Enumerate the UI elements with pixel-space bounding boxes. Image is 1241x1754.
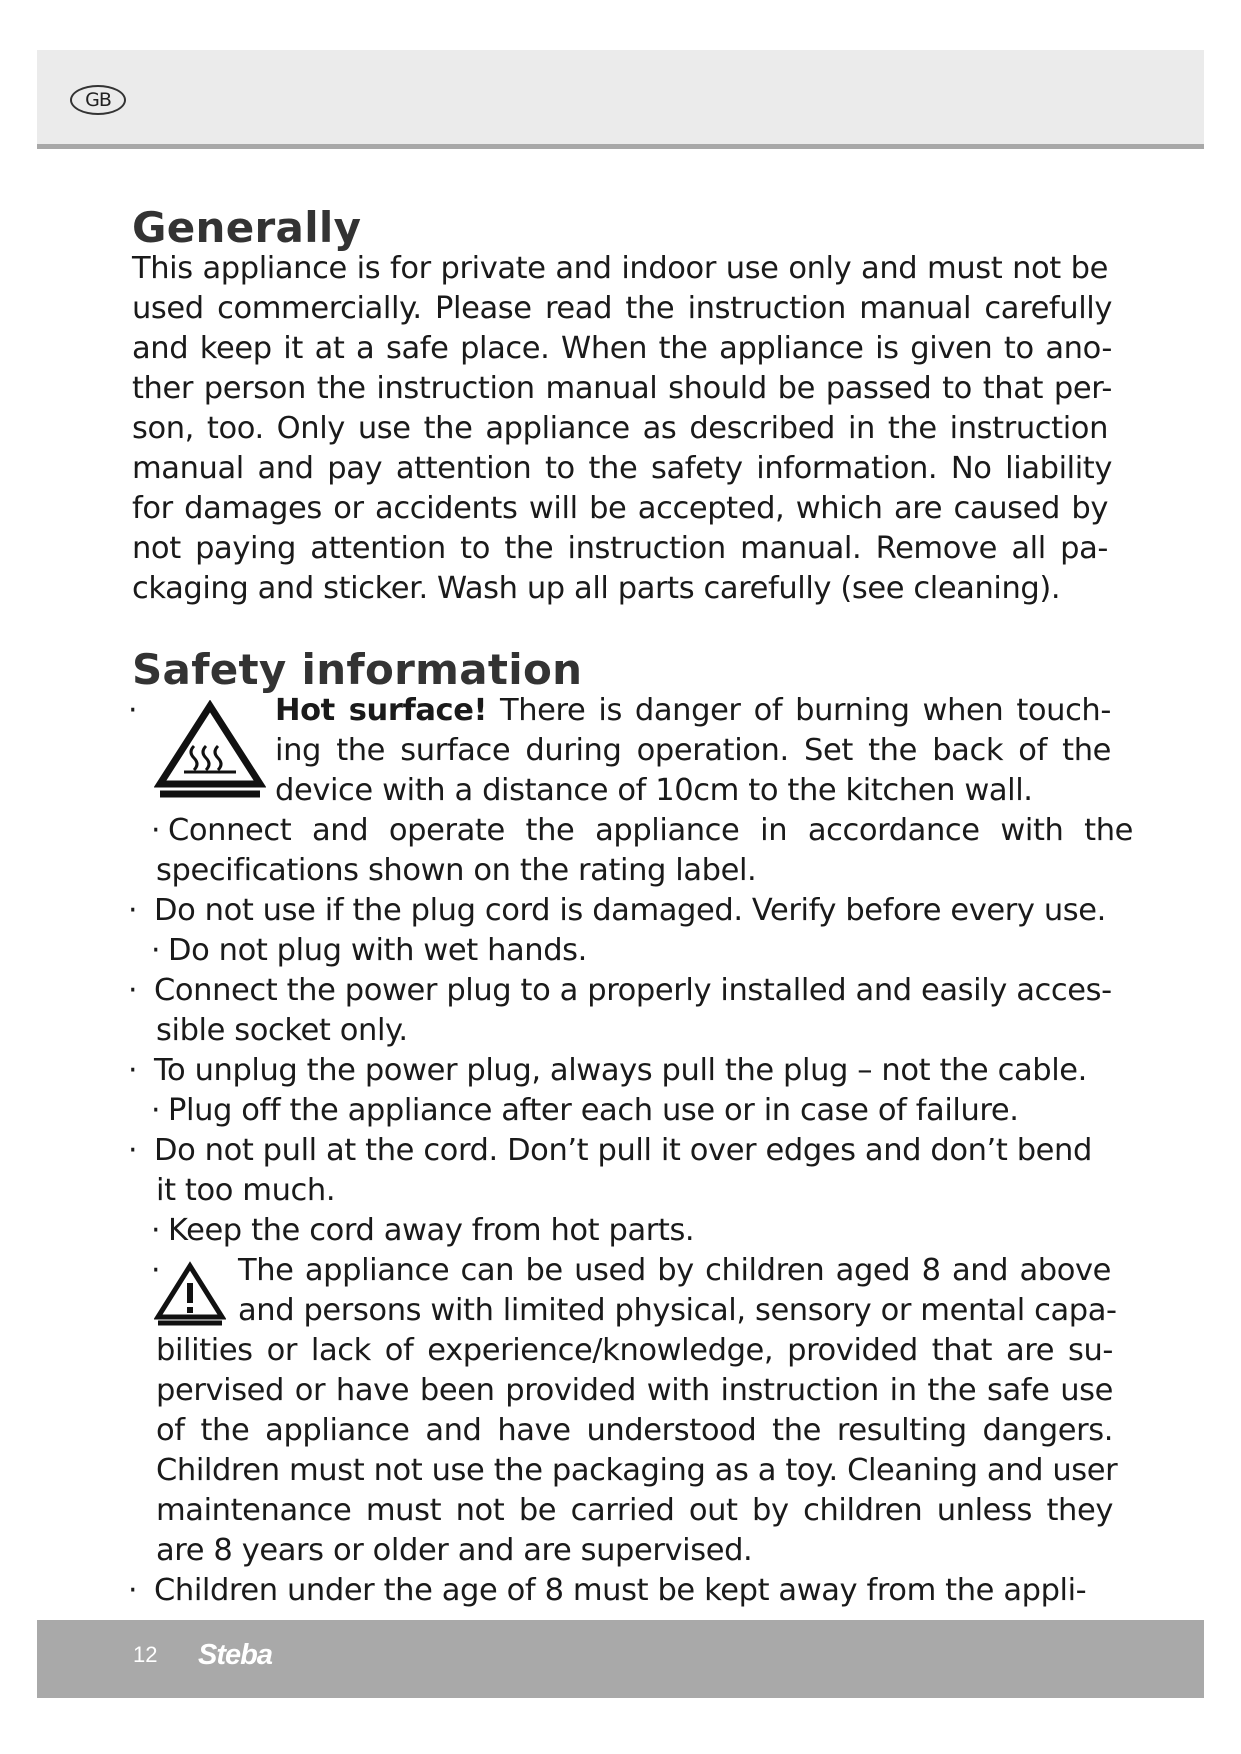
generally-line: son, too. Only use the appliance as described in the instruction <box>132 411 1108 446</box>
language-badge: GB <box>70 85 126 115</box>
power-plug-line-2: sible socket only. <box>156 1013 408 1048</box>
power-plug-line-1: Connect the power plug to a properly installed and easily acces- <box>154 973 1112 1008</box>
exclamation-warning-icon <box>154 1261 226 1327</box>
safety-heading: Safety information <box>132 645 583 694</box>
children-line-1: The appliance can be used by children aged 8 and above <box>238 1253 1111 1288</box>
generally-line: ther person the instruction manual should be passed to that per- <box>132 371 1112 406</box>
bullet: · <box>128 973 138 1008</box>
generally-line: for damages or accidents will be accepted, which are caused by <box>132 491 1108 526</box>
unplug-item: To unplug the power plug, always pull the plug – not the cable. <box>154 1053 1087 1088</box>
pull-cord-line-1: Do not pull at the cord. Don’t pull it over edges and don’t bend <box>154 1133 1092 1168</box>
hot-surface-label: Hot surface! <box>275 693 488 728</box>
connect-line-1: Connect and operate the appliance in accordance with the <box>168 813 1133 848</box>
header-bar <box>37 50 1204 149</box>
children-line-5: of the appliance and have understood the resulting dangers. <box>156 1413 1113 1448</box>
generally-line: not paying attention to the instruction manual. Remove all pa- <box>132 531 1108 566</box>
connect-line-2: specifications shown on the rating label. <box>156 853 757 888</box>
children-line-4: pervised or have been provided with instruction in the safe use <box>156 1373 1113 1408</box>
bullet: · <box>128 1053 138 1088</box>
children-line-7: maintenance must not be carried out by children unless they <box>156 1493 1113 1528</box>
generally-line: This appliance is for private and indoor use only and must not be <box>132 251 1108 286</box>
generally-line: used commercially. Please read the instruction manual carefully <box>132 291 1112 326</box>
children-line-2: and persons with limited physical, sensory or mental capa- <box>238 1293 1117 1328</box>
bullet: · <box>151 813 161 848</box>
hot-surface-line-3: device with a distance of 10cm to the kitchen wall. <box>275 773 1033 808</box>
bullet: · <box>128 893 138 928</box>
generally-line: and keep it at a safe place. When the appliance is given to ano- <box>132 331 1112 366</box>
bullet: · <box>128 1573 138 1608</box>
hot-surface-text: There is danger of burning when touch- <box>487 693 1111 728</box>
hot-surface-warning-icon <box>154 700 266 800</box>
keep-cord-item: Keep the cord away from hot parts. <box>168 1213 695 1248</box>
bullet: · <box>151 933 161 968</box>
children-line-6: Children must not use the packaging as a toy. Cleaning and user <box>156 1453 1118 1488</box>
hot-surface-line-1 <box>275 691 1111 731</box>
plug-cord-item: Do not use if the plug cord is damaged. Verify before every use. <box>154 893 1106 928</box>
wet-hands-item: Do not plug with wet hands. <box>168 933 587 968</box>
children-under-8-item: Children under the age of 8 must be kept away from the appli- <box>154 1573 1087 1608</box>
page-number: 12 <box>133 1642 158 1667</box>
bullet: · <box>151 1253 161 1288</box>
children-line-8: are 8 years or older and are supervised. <box>156 1533 753 1568</box>
children-line-3: bilities or lack of experience/knowledge, provided that are su- <box>156 1333 1113 1368</box>
bullet: · <box>128 693 138 728</box>
brand-logo: Steba <box>198 1639 272 1671</box>
bullet: · <box>151 1093 161 1128</box>
generally-line: ckaging and sticker. Wash up all parts carefully (see cleaning). <box>132 571 1061 606</box>
hot-surface-line-2: ing the surface during operation. Set the back of the <box>275 733 1111 768</box>
generally-line: manual and pay attention to the safety information. No liability <box>132 451 1112 486</box>
pull-cord-line-2: it too much. <box>156 1173 336 1208</box>
bullet: · <box>151 1213 161 1248</box>
generally-heading: Generally <box>132 203 362 252</box>
plug-off-item: Plug off the appliance after each use or in case of failure. <box>168 1093 1019 1128</box>
bullet: · <box>128 1133 138 1168</box>
